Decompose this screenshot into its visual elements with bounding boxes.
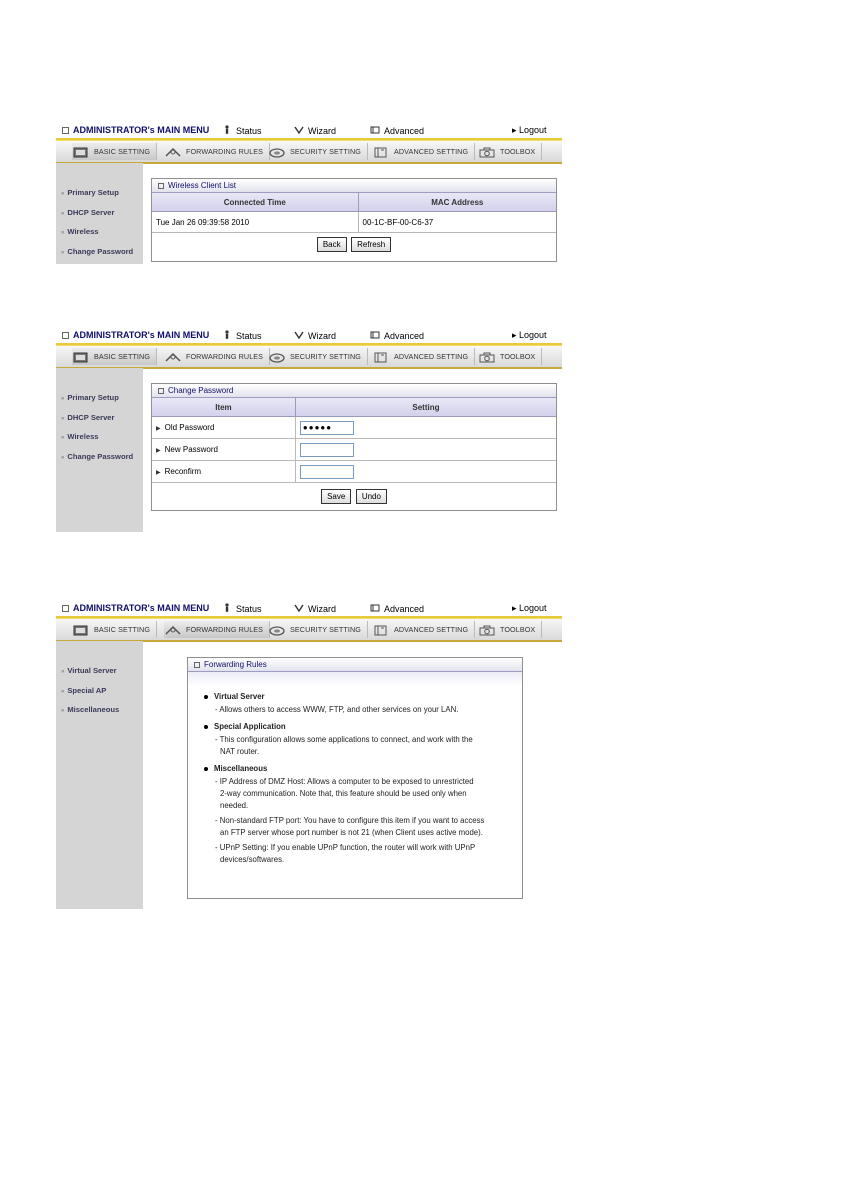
- sidebar-item-dhcp-server[interactable]: » DHCP Server: [61, 207, 115, 217]
- wizard-icon: [294, 603, 304, 613]
- screenshot-forwarding-rules: [56, 602, 562, 864]
- security-setting-icon: [268, 146, 286, 159]
- button-row: [152, 483, 556, 509]
- screenshot-change-password: [56, 329, 562, 502]
- reconfirm-label: Reconfirm: [164, 467, 202, 476]
- tab-security-setting[interactable]: SECURITY SETTING: [268, 348, 368, 365]
- advanced-menu-item[interactable]: Advanced: [370, 125, 424, 136]
- advanced-setting-icon: [372, 351, 390, 364]
- forwarding-rules-icon: [164, 351, 182, 364]
- forwarding-rules-icon: [164, 624, 182, 637]
- mac-address-cell: 00-1C-BF-00-C6-37: [358, 212, 556, 233]
- section-heading: Virtual Server: [204, 692, 522, 701]
- forwarding-rules-icon: [164, 146, 182, 159]
- screenshot-wireless-client-list: [56, 124, 562, 256]
- wizard-menu-item[interactable]: Wizard: [294, 125, 336, 136]
- tab-toolbox[interactable]: TOOLBOX: [478, 143, 542, 160]
- square-bullet-icon: [62, 605, 69, 612]
- change-password-panel: [151, 383, 557, 511]
- refresh-button[interactable]: Refresh: [351, 237, 391, 252]
- advanced-menu-item[interactable]: Advanced: [370, 330, 424, 341]
- bullet-icon: [204, 695, 208, 699]
- basic-setting-icon: [72, 146, 90, 159]
- tab-basic-setting[interactable]: BASIC SETTING: [72, 348, 157, 365]
- tab-toolbox[interactable]: TOOLBOX: [478, 348, 542, 365]
- button-row: [152, 233, 556, 255]
- advanced-setting-icon: [372, 146, 390, 159]
- person-icon: [222, 330, 232, 340]
- tab-forwarding-rules[interactable]: FORWARDING RULES: [164, 348, 270, 365]
- toolbox-icon: [478, 146, 496, 159]
- status-menu-item[interactable]: Status: [222, 603, 262, 614]
- new-password-label: New Password: [164, 445, 218, 454]
- logout-link[interactable]: ▸ Logout: [512, 330, 547, 340]
- wizard-icon: [294, 125, 304, 135]
- advanced-icon: [370, 125, 380, 135]
- top-menu-bar: [56, 124, 562, 140]
- square-bullet-icon: [158, 388, 164, 394]
- table-row: [152, 417, 556, 439]
- table-row: [152, 212, 556, 233]
- table-row: [152, 439, 556, 461]
- tab-bar: [56, 618, 562, 642]
- wizard-menu-item[interactable]: Wizard: [294, 603, 336, 614]
- column-header: MAC Address: [358, 193, 556, 212]
- arrow-right-icon: ▶: [156, 448, 161, 454]
- sidebar-item-special-ap[interactable]: » Special AP: [61, 685, 107, 695]
- sidebar-item-change-password[interactable]: » Change Password: [61, 246, 134, 256]
- sidebar-item-miscellaneous[interactable]: » Miscellaneous: [61, 705, 120, 714]
- advanced-menu-item[interactable]: Advanced: [370, 603, 424, 614]
- password-table: [152, 398, 556, 483]
- sidebar: [56, 368, 143, 532]
- column-header: Connected Time: [152, 193, 358, 212]
- sidebar-item-wireless[interactable]: » Wireless: [61, 227, 99, 236]
- section-text: - Allows others to access WWW, FTP, and other services on your LAN.: [215, 705, 459, 714]
- square-bullet-icon: [62, 127, 69, 134]
- sidebar-item-change-password[interactable]: » Change Password: [61, 451, 134, 461]
- square-bullet-icon: [158, 183, 164, 189]
- old-password-input[interactable]: ●●●●●: [300, 421, 354, 435]
- undo-button[interactable]: Undo: [356, 489, 387, 504]
- tab-basic-setting[interactable]: BASIC SETTING: [72, 621, 157, 638]
- panel-title: Forwarding Rules: [188, 658, 522, 672]
- table-row: [152, 461, 556, 483]
- arrow-right-icon: ▶: [156, 426, 161, 432]
- tab-bar: [56, 140, 562, 164]
- person-icon: [222, 603, 232, 613]
- logout-link[interactable]: ▸ Logout: [512, 603, 547, 613]
- advanced-setting-icon: [372, 624, 390, 637]
- column-header: Setting: [295, 398, 556, 417]
- new-password-input[interactable]: [300, 443, 354, 457]
- bullet-icon: [204, 725, 208, 729]
- section-heading: Special Application: [204, 722, 522, 731]
- sidebar: [56, 163, 143, 264]
- status-menu-item[interactable]: Status: [222, 125, 262, 136]
- reconfirm-input[interactable]: [300, 465, 354, 479]
- status-menu-item[interactable]: Status: [222, 330, 262, 341]
- security-setting-icon: [268, 624, 286, 637]
- admin-main-menu[interactable]: ADMINISTRATOR's MAIN MENU: [62, 330, 209, 340]
- top-menu-bar: [56, 329, 562, 345]
- old-password-label: Old Password: [164, 423, 215, 432]
- wizard-menu-item[interactable]: Wizard: [294, 330, 336, 341]
- tab-bar: [56, 345, 562, 369]
- arrow-right-icon: ▶: [156, 470, 161, 476]
- wizard-icon: [294, 330, 304, 340]
- sidebar: [56, 641, 143, 909]
- sidebar-item-dhcp-server[interactable]: » DHCP Server: [61, 412, 115, 422]
- tab-forwarding-rules[interactable]: FORWARDING RULES: [164, 143, 270, 160]
- person-icon: [222, 125, 232, 135]
- column-header: Item: [152, 398, 295, 417]
- logout-link[interactable]: ▸ Logout: [512, 125, 547, 135]
- tab-forwarding-rules[interactable]: FORWARDING RULES: [164, 621, 270, 638]
- tab-basic-setting[interactable]: BASIC SETTING: [72, 143, 157, 160]
- bullet-icon: [204, 767, 208, 771]
- forwarding-rules-panel: [187, 657, 523, 899]
- basic-setting-icon: [72, 624, 90, 637]
- advanced-icon: [370, 330, 380, 340]
- square-bullet-icon: [194, 662, 200, 668]
- tab-advanced-setting[interactable]: ADVANCED SETTING: [372, 348, 475, 365]
- security-setting-icon: [268, 351, 286, 364]
- wireless-client-list-panel: [151, 178, 557, 262]
- save-button[interactable]: Save: [321, 489, 351, 504]
- tab-security-setting[interactable]: SECURITY SETTING: [268, 143, 368, 160]
- top-menu-bar: [56, 602, 562, 618]
- toolbox-icon: [478, 624, 496, 637]
- section-heading: Miscellaneous: [204, 764, 522, 773]
- admin-main-menu[interactable]: ADMINISTRATOR's MAIN MENU: [62, 125, 209, 135]
- square-bullet-icon: [62, 332, 69, 339]
- connected-time-cell: Tue Jan 26 09:39:58 2010: [152, 212, 358, 233]
- forwarding-rules-description: [188, 692, 522, 866]
- tab-advanced-setting[interactable]: ADVANCED SETTING: [372, 621, 475, 638]
- tab-advanced-setting[interactable]: ADVANCED SETTING: [372, 143, 475, 160]
- basic-setting-icon: [72, 351, 90, 364]
- section-text: - IP Address of DMZ Host: Allows a computer to be exposed to unrestricted 2-way communication. Note that, this feature should be used only when needed. - Non-standard FTP port: You have to configure this item if you want to access an FTP server whose port number is not 21 (when Client uses active mode). - UPnP Setting: If you enable UPnP function, the router will work with UPnP devices/softwares.: [215, 777, 485, 864]
- sidebar-item-primary-setup[interactable]: » Primary Setup: [61, 188, 119, 197]
- section-text: - This configuration allows some applications to connect, and work with the NAT router.: [215, 735, 473, 756]
- toolbox-icon: [478, 351, 496, 364]
- sidebar-item-primary-setup[interactable]: » Primary Setup: [61, 393, 119, 402]
- panel-title: Change Password: [152, 384, 556, 398]
- sidebar-item-wireless[interactable]: » Wireless: [61, 432, 99, 441]
- client-table: [152, 193, 556, 233]
- sidebar-item-virtual-server[interactable]: » Virtual Server: [61, 666, 117, 675]
- back-button[interactable]: Back: [317, 237, 347, 252]
- tab-toolbox[interactable]: TOOLBOX: [478, 621, 542, 638]
- advanced-icon: [370, 603, 380, 613]
- panel-title: Wireless Client List: [152, 179, 556, 193]
- tab-security-setting[interactable]: SECURITY SETTING: [268, 621, 368, 638]
- admin-main-menu[interactable]: ADMINISTRATOR's MAIN MENU: [62, 603, 209, 613]
